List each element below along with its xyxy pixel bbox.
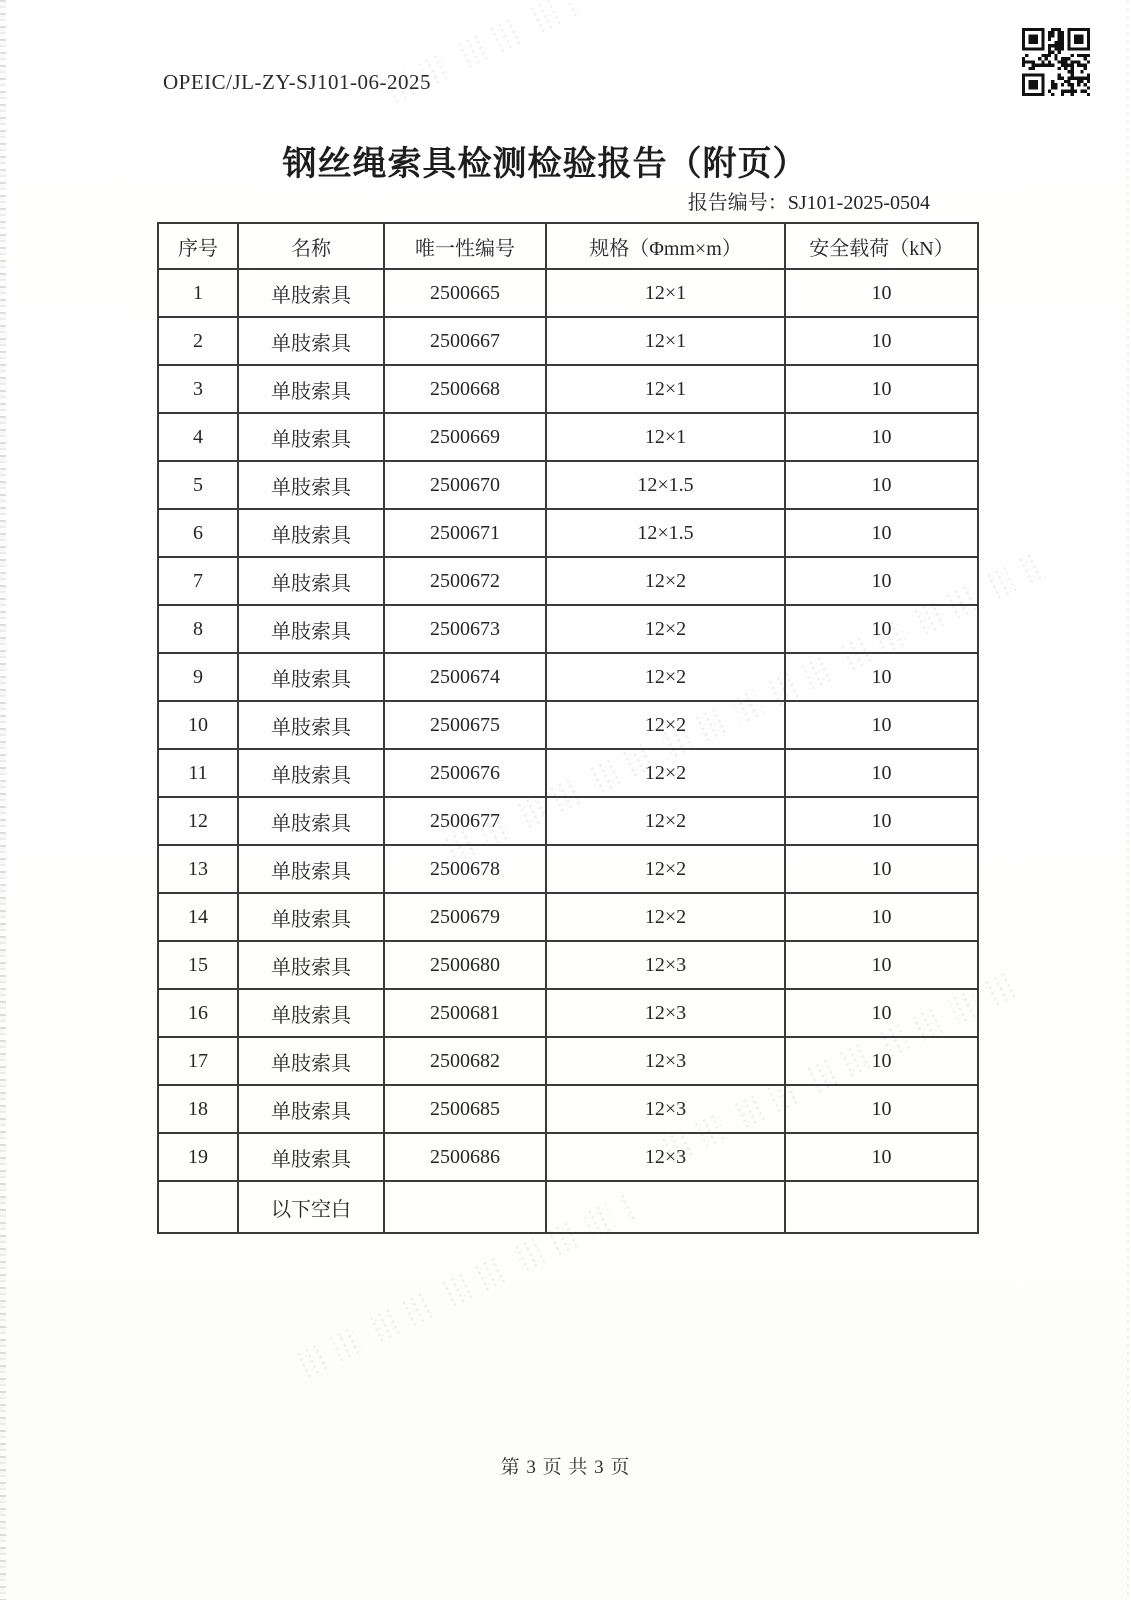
- table-cell: 12×2: [546, 749, 785, 797]
- table-cell: 12×3: [546, 1085, 785, 1133]
- report-table-body: [158, 269, 978, 1233]
- table-cell: 单肢索具: [238, 749, 384, 797]
- table-row: [158, 845, 978, 893]
- table-cell: 17: [158, 1037, 238, 1085]
- table-cell: 19: [158, 1133, 238, 1181]
- table-cell: 2500670: [384, 461, 546, 509]
- page-title: 钢丝绳索具检测检验报告（附页）: [282, 146, 808, 183]
- column-header: 安全载荷（kN）: [785, 223, 978, 269]
- table-row: [158, 413, 978, 461]
- table-cell: 10: [785, 653, 978, 701]
- table-cell: 10: [785, 1085, 978, 1133]
- column-header: 规格（Φmm×m）: [546, 223, 785, 269]
- table-cell: 10: [158, 701, 238, 749]
- report-number: [688, 186, 930, 215]
- table-row: [158, 317, 978, 365]
- table-cell: 6: [158, 509, 238, 557]
- table-cell: 4: [158, 413, 238, 461]
- table-cell: 10: [785, 893, 978, 941]
- table-cell: 2500682: [384, 1037, 546, 1085]
- table-cell: 2500678: [384, 845, 546, 893]
- table-cell: 2500674: [384, 653, 546, 701]
- table-cell: 12×1: [546, 269, 785, 317]
- table-cell: 10: [785, 413, 978, 461]
- table-row: [158, 893, 978, 941]
- table-cell: 单肢索具: [238, 845, 384, 893]
- table-cell: 5: [158, 461, 238, 509]
- header-row: [158, 223, 978, 269]
- table-cell: 单肢索具: [238, 461, 384, 509]
- table-cell: 12×2: [546, 893, 785, 941]
- qr-code-graphic: [1022, 27, 1090, 97]
- table-cell: 18: [158, 1085, 238, 1133]
- table-row: [158, 701, 978, 749]
- table-cell: 10: [785, 317, 978, 365]
- table-cell: 15: [158, 941, 238, 989]
- table-cell: 2500677: [384, 797, 546, 845]
- table-cell: 9: [158, 653, 238, 701]
- table-row: [158, 653, 978, 701]
- table-cell: 12×3: [546, 941, 785, 989]
- table-cell: 单肢索具: [238, 509, 384, 557]
- table-cell: 12×2: [546, 557, 785, 605]
- table-cell: 12×3: [546, 1133, 785, 1181]
- table-cell: 11: [158, 749, 238, 797]
- table-cell: 单肢索具: [238, 941, 384, 989]
- table-cell: 2500673: [384, 605, 546, 653]
- table-cell: 14: [158, 893, 238, 941]
- table-cell: 单肢索具: [238, 797, 384, 845]
- table-cell: 10: [785, 461, 978, 509]
- table-cell: 2500680: [384, 941, 546, 989]
- table-cell: 10: [785, 941, 978, 989]
- table-row: [158, 989, 978, 1037]
- table-cell: 单肢索具: [238, 317, 384, 365]
- table-row: [158, 1037, 978, 1085]
- table-cell: 2500669: [384, 413, 546, 461]
- table-cell: 12×1: [546, 413, 785, 461]
- table-cell: 2500671: [384, 509, 546, 557]
- table-cell: 2500672: [384, 557, 546, 605]
- table-cell: [785, 1181, 978, 1233]
- table-cell: 3: [158, 365, 238, 413]
- table-cell: 10: [785, 845, 978, 893]
- table-cell: 2500685: [384, 1085, 546, 1133]
- table-row: [158, 797, 978, 845]
- table-cell: 12×1: [546, 317, 785, 365]
- table-row: [158, 1181, 978, 1233]
- table-cell: [546, 1181, 785, 1233]
- table-cell: 10: [785, 269, 978, 317]
- table-cell: 2500668: [384, 365, 546, 413]
- table-cell: 1: [158, 269, 238, 317]
- table-cell: 单肢索具: [238, 653, 384, 701]
- table-cell: 10: [785, 797, 978, 845]
- table-cell: 10: [785, 701, 978, 749]
- table-cell: 16: [158, 989, 238, 1037]
- table-cell: 12: [158, 797, 238, 845]
- table-cell: 2500676: [384, 749, 546, 797]
- table-cell: 单肢索具: [238, 1085, 384, 1133]
- table-cell: 单肢索具: [238, 557, 384, 605]
- table-row: [158, 941, 978, 989]
- table-cell: 单肢索具: [238, 269, 384, 317]
- table-cell: 12×3: [546, 1037, 785, 1085]
- table-row: [158, 461, 978, 509]
- table-cell: 12×2: [546, 653, 785, 701]
- table-row: [158, 1085, 978, 1133]
- table-cell: 10: [785, 557, 978, 605]
- report-number-value: SJ101-2025-0504: [787, 192, 930, 214]
- table-cell: 10: [785, 509, 978, 557]
- table-cell: 2: [158, 317, 238, 365]
- table-cell: 单肢索具: [238, 1133, 384, 1181]
- scan-edge-artifact-right: [1127, 0, 1129, 1600]
- table-cell: 单肢索具: [238, 893, 384, 941]
- table-cell: 2500665: [384, 269, 546, 317]
- table-row: [158, 605, 978, 653]
- table-row: [158, 557, 978, 605]
- qr-code-icon: [1022, 27, 1090, 97]
- table-cell: 12×2: [546, 701, 785, 749]
- table-cell: [158, 1181, 238, 1233]
- table-cell: 12×2: [546, 605, 785, 653]
- table-cell: 单肢索具: [238, 413, 384, 461]
- table-row: [158, 509, 978, 557]
- table-row: [158, 749, 978, 797]
- table-cell: 单肢索具: [238, 605, 384, 653]
- table-cell: 7: [158, 557, 238, 605]
- table-cell: 12×1.5: [546, 461, 785, 509]
- table-cell: 单肢索具: [238, 365, 384, 413]
- column-header: 名称: [238, 223, 384, 269]
- table-cell: 10: [785, 989, 978, 1037]
- document-code: OPEIC/JL-ZY-SJ101-06-2025: [163, 70, 431, 94]
- table-cell: 10: [785, 1037, 978, 1085]
- table-cell: 2500675: [384, 701, 546, 749]
- table-cell: 单肢索具: [238, 701, 384, 749]
- table-cell: 10: [785, 365, 978, 413]
- table-row: [158, 1133, 978, 1181]
- table-cell: 10: [785, 1133, 978, 1181]
- table-cell: 13: [158, 845, 238, 893]
- table-cell: 10: [785, 605, 978, 653]
- table-cell: 2500681: [384, 989, 546, 1037]
- column-header: 唯一性编号: [384, 223, 546, 269]
- report-table-header: [158, 223, 978, 269]
- table-cell: 12×3: [546, 989, 785, 1037]
- table-cell: 2500686: [384, 1133, 546, 1181]
- table-cell: 2500679: [384, 893, 546, 941]
- table-cell: 12×2: [546, 797, 785, 845]
- table-cell: 以下空白: [238, 1181, 384, 1233]
- table-cell: 12×2: [546, 845, 785, 893]
- table-cell: 单肢索具: [238, 1037, 384, 1085]
- scan-edge-artifact-left: [0, 0, 6, 1600]
- table-row: [158, 269, 978, 317]
- table-row: [158, 365, 978, 413]
- table-cell: [384, 1181, 546, 1233]
- table-cell: 12×1: [546, 365, 785, 413]
- table-cell: 单肢索具: [238, 989, 384, 1037]
- report-number-label: 报告编号：: [687, 192, 788, 214]
- column-header: 序号: [158, 223, 238, 269]
- report-table: [157, 222, 979, 1234]
- table-cell: 2500667: [384, 317, 546, 365]
- table-cell: 12×1.5: [546, 509, 785, 557]
- table-cell: 10: [785, 749, 978, 797]
- table-cell: 8: [158, 605, 238, 653]
- page-footer: 第 3 页 共 3 页: [500, 1457, 631, 1478]
